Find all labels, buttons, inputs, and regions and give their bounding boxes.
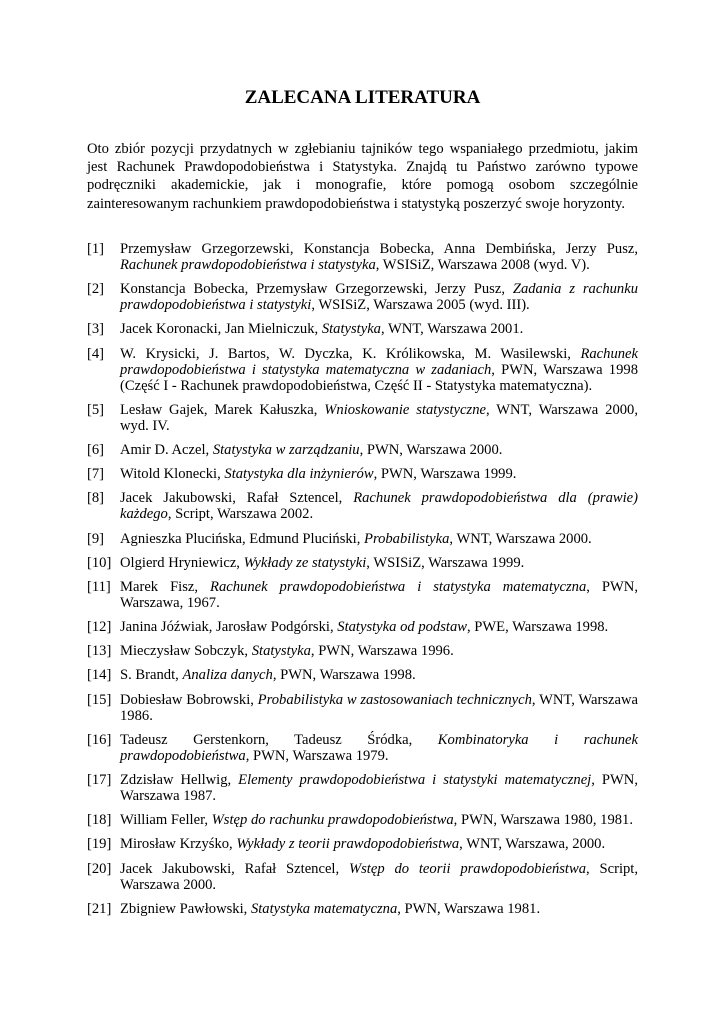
reference-item xyxy=(87,861,638,893)
reference-item xyxy=(87,812,638,828)
reference-authors: Tadeusz Gerstenkorn, Tadeusz Śródka, xyxy=(120,731,438,748)
reference-authors: Dobiesław Bobrowski, xyxy=(120,691,258,708)
reference-title: Rachunek prawdopodobieństwa i statystyka xyxy=(120,257,376,273)
reference-text xyxy=(120,692,638,724)
reference-publisher: , Script, Warszawa 2002. xyxy=(167,506,314,523)
reference-item xyxy=(87,442,638,458)
reference-authors: Janina Jóźwiak, Jarosław Podgórski, xyxy=(120,619,338,636)
reference-item xyxy=(87,321,638,337)
reference-authors: Jacek Koronacki, Jan Mielniczuk, xyxy=(120,321,322,338)
reference-text xyxy=(120,402,638,434)
reference-authors: Przemysław Grzegorzewski, Konstancja Bobecka, Anna Dembińska, Jerzy Pusz, xyxy=(120,241,638,257)
reference-title: Zadania z rachunku prawdopodobieństwa i statystyki xyxy=(120,281,638,314)
reference-publisher: , WSISiZ, Warszawa 2005 (wyd. III). xyxy=(311,297,530,314)
reference-item xyxy=(87,466,638,482)
reference-item xyxy=(87,901,638,917)
reference-title: Wnioskowanie statystyczne xyxy=(324,401,486,418)
reference-publisher: , WNT, Warszawa 2000. xyxy=(449,530,592,547)
reference-text xyxy=(120,772,638,804)
reference-list xyxy=(87,241,638,925)
reference-text xyxy=(120,619,638,635)
reference-number: [20] xyxy=(87,860,112,877)
reference-publisher: , WSISiZ, Warszawa 2008 (wyd. V). xyxy=(375,257,590,273)
reference-text xyxy=(120,281,638,313)
reference-item xyxy=(87,692,638,724)
reference-publisher: , WNT, Warszawa 2000, wyd. IV. xyxy=(120,401,638,434)
reference-item xyxy=(87,531,638,547)
reference-title: Rachunek prawdopodobieństwa dla (prawie) każdego xyxy=(120,490,639,523)
page-title: ZALECANA LITERATURA xyxy=(244,87,481,108)
reference-item xyxy=(87,772,638,804)
reference-authors: Mirosław Krzyśko, xyxy=(120,836,237,853)
reference-authors: Jacek Jakubowski, Rafał Sztencel, xyxy=(120,860,349,877)
reference-authors: S. Brandt, xyxy=(120,667,183,684)
reference-authors: Zbigniew Pawłowski, xyxy=(120,900,251,917)
reference-number: [5] xyxy=(87,401,105,418)
reference-item xyxy=(87,732,638,764)
reference-text xyxy=(120,901,638,917)
reference-publisher: , PWN, Warszawa 1981. xyxy=(397,900,541,917)
reference-publisher: , PWN, Warszawa 2000. xyxy=(359,441,503,458)
reference-item xyxy=(87,643,638,659)
reference-authors: Amir D. Aczel, xyxy=(120,441,213,458)
reference-title: Statystyka od podstaw xyxy=(337,619,467,636)
reference-item xyxy=(87,281,638,313)
reference-title: Rachunek prawdopodobieństwa i statystyka matematyczna w zadaniach xyxy=(120,345,638,378)
reference-number: [1] xyxy=(87,241,105,257)
reference-title: Analiza danych xyxy=(182,667,273,684)
reference-publisher: , PWN, Warszawa 1999. xyxy=(373,466,517,483)
reference-number: [7] xyxy=(87,466,105,483)
reference-title: Elementy prawdopodobieństwa i statystyki matematycznej xyxy=(238,772,592,788)
reference-title: Probabilistyka w zastosowaniach technicznych xyxy=(257,691,532,708)
reference-publisher: , WNT, Warszawa 1986. xyxy=(120,691,638,724)
reference-item xyxy=(87,490,638,522)
reference-text xyxy=(120,643,638,659)
reference-item xyxy=(87,667,638,683)
reference-text xyxy=(120,442,638,458)
reference-title: Probabilistyka xyxy=(364,530,450,547)
reference-text xyxy=(120,346,638,394)
reference-publisher: , PWN, Warszawa 1987. xyxy=(120,772,638,804)
reference-title: Statystyka matematyczna xyxy=(250,900,398,917)
reference-title: Statystyka xyxy=(321,321,381,338)
reference-authors: Jacek Jakubowski, Rafał Sztencel, xyxy=(120,490,354,507)
reference-item xyxy=(87,402,638,434)
reference-text xyxy=(120,732,638,764)
reference-authors: Witold Klonecki, xyxy=(120,466,225,483)
reference-text xyxy=(120,812,638,828)
reference-number: [21] xyxy=(87,900,112,917)
reference-authors: Zdzisław Hellwig, xyxy=(120,772,239,788)
reference-text xyxy=(120,466,638,482)
reference-text xyxy=(120,490,638,522)
reference-authors: Olgierd Hryniewicz, xyxy=(120,554,244,571)
reference-title: Statystyka xyxy=(251,643,311,660)
reference-number: [9] xyxy=(87,530,105,547)
reference-title: Rachunek prawdopodobieństwa i statystyka matematyczna xyxy=(210,578,587,595)
reference-authors: Agnieszka Plucińska, Edmund Pluciński, xyxy=(120,530,365,547)
reference-publisher: , PWN, Warszawa 1998 (Część I - Rachunek prawdopodobieństwa, Część II - Statystyka matematyczna). xyxy=(120,361,638,394)
reference-title: Wstęp do rachunku prawdopodobieństwa xyxy=(211,812,454,829)
reference-title: Wykłady z teorii prawdopodobieństwa xyxy=(236,836,460,853)
reference-item xyxy=(87,241,638,273)
reference-item xyxy=(87,836,638,852)
reference-item xyxy=(87,555,638,571)
reference-text xyxy=(120,667,638,683)
reference-number: [18] xyxy=(87,812,112,829)
reference-authors: W. Krysicki, J. Bartos, W. Dyczka, K. Królikowska, M. Wasilewski, xyxy=(120,345,581,362)
reference-number: [15] xyxy=(87,691,112,708)
reference-title: Wykłady ze statystyki xyxy=(243,554,367,571)
reference-publisher: , PWE, Warszawa 1998. xyxy=(466,619,609,636)
reference-publisher: , PWN, Warszawa, 1967. xyxy=(120,578,638,611)
reference-publisher: , WSISiZ, Warszawa 1999. xyxy=(366,554,525,571)
reference-authors: William Feller, xyxy=(120,812,212,829)
reference-text xyxy=(120,579,638,611)
reference-text xyxy=(120,555,638,571)
reference-authors: Lesław Gajek, Marek Kałuszka, xyxy=(120,401,325,418)
reference-number: [4] xyxy=(87,345,105,362)
reference-number: [2] xyxy=(87,281,105,298)
reference-text xyxy=(120,321,638,337)
reference-text xyxy=(120,531,638,547)
reference-number: [3] xyxy=(87,321,105,338)
reference-number: [16] xyxy=(87,731,112,748)
reference-number: [11] xyxy=(87,578,111,595)
reference-title: Wstęp do teorii prawdopodobieństwa xyxy=(348,860,587,877)
reference-number: [13] xyxy=(87,643,112,660)
reference-number: [14] xyxy=(87,667,112,684)
reference-authors: Konstancja Bobecka, Przemysław Grzegorzewski, Jerzy Pusz, xyxy=(120,281,513,298)
intro-paragraph: Oto zbiór pozycji przydatnych w zgłebianiu tajników tego wspaniałego przedmiotu, jakim jest Rachunek Prawdopodobieństwa i Statystyka. Znajdą tu Państwo zarówno typowe podręczniki akademickie, jak i monografie, które pomogą osobom szczególnie zainteresowanym rachunkiem prawdopodobieństwa i statystyką poszerzyć swoje horyzonty. xyxy=(87,141,638,212)
reference-title: Statystyka dla inżynierów xyxy=(224,466,374,483)
reference-text xyxy=(120,241,638,273)
reference-item xyxy=(87,346,638,394)
reference-number: [10] xyxy=(87,554,112,571)
reference-title: Kombinatoryka i rachunek prawdopodobieństwa xyxy=(120,731,638,764)
reference-item xyxy=(87,579,638,611)
reference-number: [12] xyxy=(87,619,112,636)
reference-number: [17] xyxy=(87,772,112,788)
reference-item xyxy=(87,619,638,635)
reference-number: [8] xyxy=(87,490,105,507)
reference-publisher: , WNT, Warszawa, 2000. xyxy=(459,836,606,853)
reference-number: [6] xyxy=(87,441,105,458)
reference-publisher: , PWN, Warszawa 1998. xyxy=(272,667,416,684)
reference-authors: Marek Fisz, xyxy=(120,578,211,595)
reference-text xyxy=(120,836,638,852)
reference-publisher: , PWN, Warszawa 1980, 1981. xyxy=(453,812,633,829)
reference-number: [19] xyxy=(87,836,112,853)
reference-authors: Mieczysław Sobczyk, xyxy=(120,643,252,660)
reference-title: Statystyka w zarządzaniu xyxy=(212,441,360,458)
reference-publisher: , WNT, Warszawa 2001. xyxy=(380,321,524,338)
reference-text xyxy=(120,861,638,893)
reference-publisher: , PWN, Warszawa 1979. xyxy=(245,747,389,764)
reference-publisher: , PWN, Warszawa 1996. xyxy=(310,643,454,660)
reference-publisher: , Script, Warszawa 2000. xyxy=(120,860,638,893)
